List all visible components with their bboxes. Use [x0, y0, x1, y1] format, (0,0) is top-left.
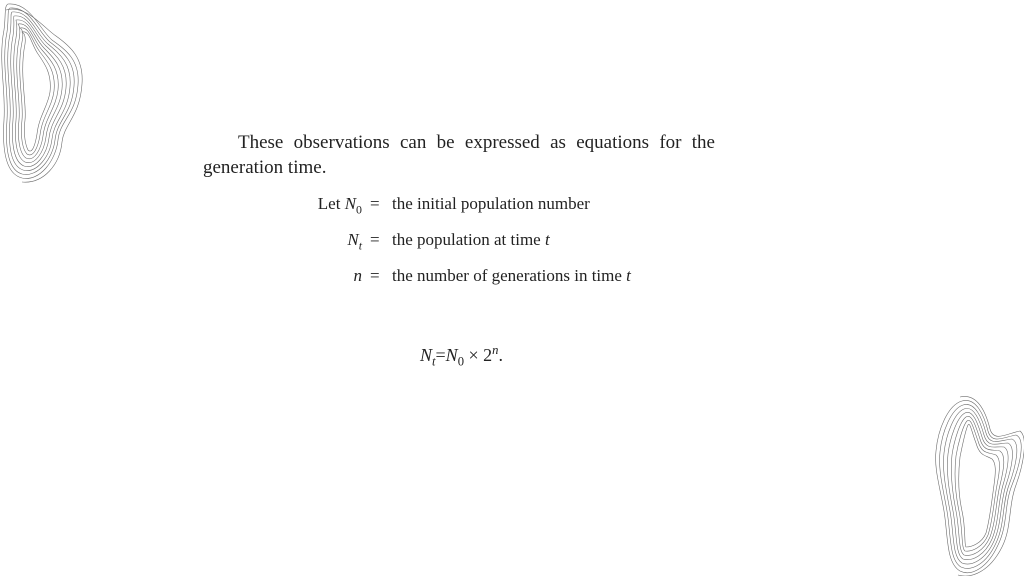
equals-sign: = [370, 230, 380, 249]
definition-term: $N_t$ [347, 230, 362, 253]
definition-row [0, 264, 700, 288]
equals-sign: = [370, 194, 380, 213]
wavy-line-decoration-top-left [0, 0, 90, 185]
definition-row [0, 192, 700, 216]
definition-term: Let $N_0$ [317, 194, 362, 217]
definition-text: the initial population number [392, 194, 590, 213]
growth-formula: $N_t=N_0 \times 2^n$. [420, 343, 503, 369]
equals-sign: = [370, 266, 380, 285]
definition-text: the population at time t [392, 230, 550, 249]
definition-row [0, 228, 700, 252]
intro-paragraph: These observations can be expressed as equations for the generation time. [203, 132, 715, 178]
definition-text: the number of generations in time t [392, 266, 631, 285]
wavy-line-decoration-bottom-right [932, 395, 1024, 576]
definition-term: n [353, 266, 362, 285]
